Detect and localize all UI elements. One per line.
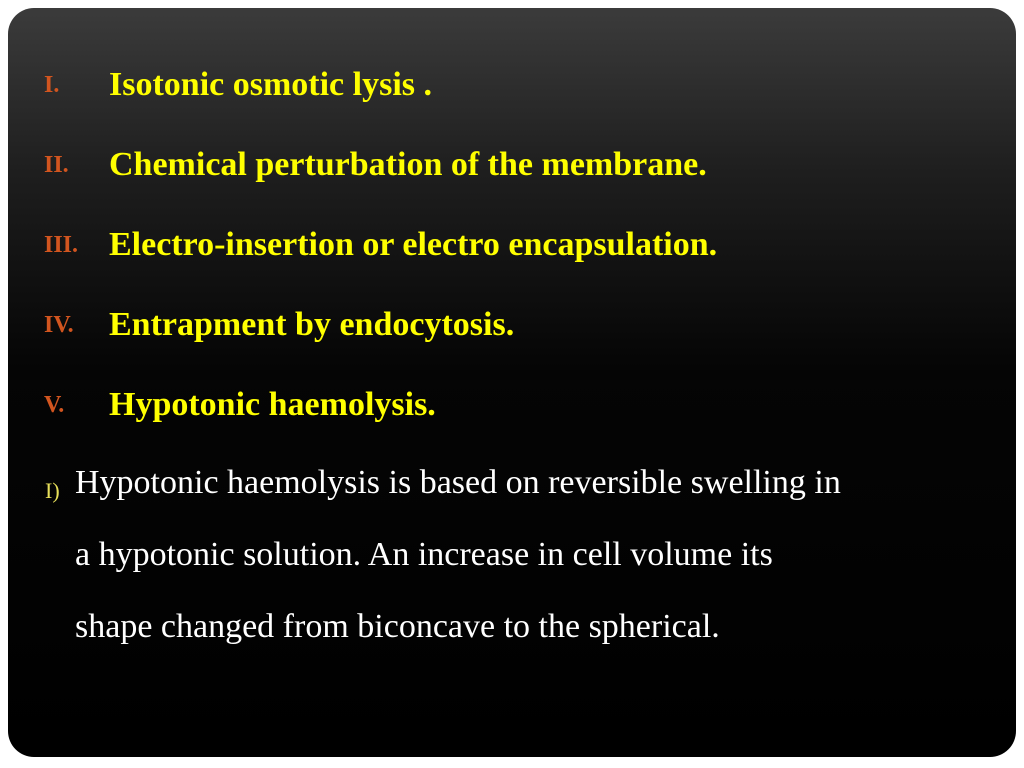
list-numeral: I. <box>44 72 60 98</box>
list-item <box>8 305 1016 345</box>
paragraph-line: a hypotonic solution. An increase in cell volume its <box>75 536 773 573</box>
list-item <box>8 145 1016 185</box>
list-item-text: Isotonic osmotic lysis . <box>109 66 432 103</box>
list-item <box>8 225 1016 265</box>
list-numeral: V. <box>44 392 65 418</box>
slide <box>8 8 1016 757</box>
paragraph-line: Hypotonic haemolysis is based on reversible swelling in <box>75 464 841 501</box>
list-numeral: III. <box>44 232 79 258</box>
list-item <box>8 65 1016 105</box>
list-item <box>8 385 1016 425</box>
paragraph-marker: I) <box>45 478 60 503</box>
list-item-text: Chemical perturbation of the membrane. <box>109 146 707 183</box>
list-item-text: Electro-insertion or electro encapsulation. <box>109 226 718 263</box>
paragraph-line: shape changed from biconcave to the spherical. <box>75 608 720 645</box>
list-numeral: IV. <box>44 312 74 338</box>
list-numeral: II. <box>44 152 69 178</box>
list-item-text: Entrapment by endocytosis. <box>109 306 515 343</box>
list-item-text: Hypotonic haemolysis. <box>109 386 436 423</box>
